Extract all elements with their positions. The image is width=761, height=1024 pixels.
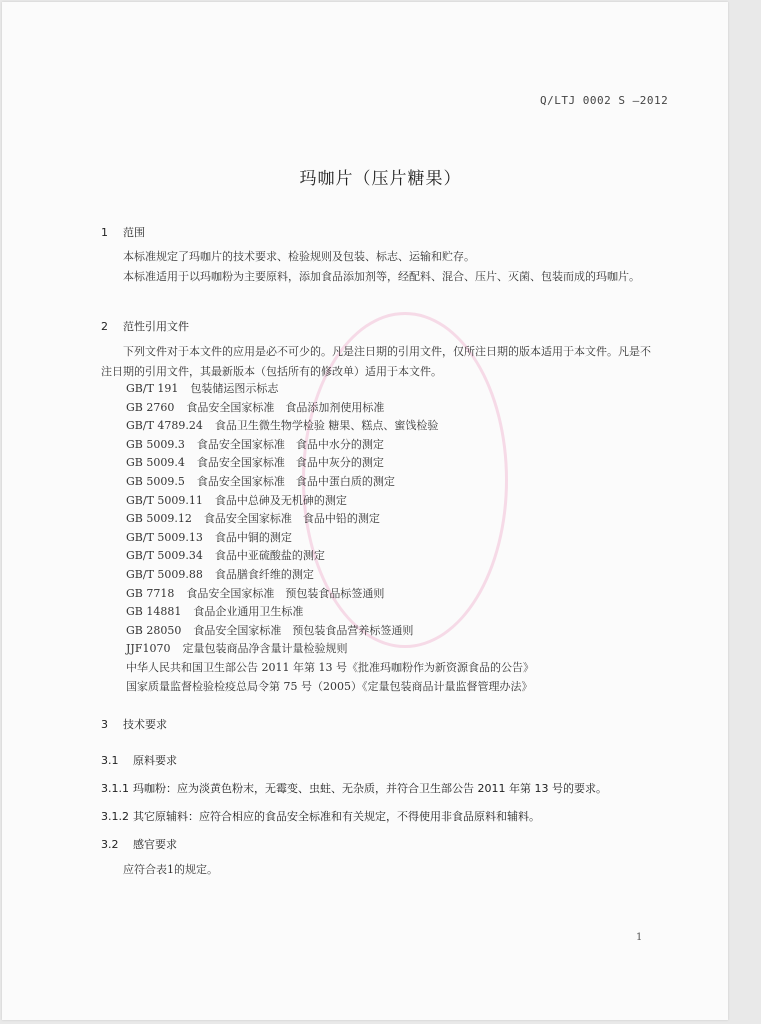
- reference-code: GB/T 5009.13: [126, 530, 203, 544]
- section-3-1-1: [101, 780, 607, 796]
- section-title: 范性引用文件: [123, 320, 189, 333]
- reference-code: GB 5009.4: [126, 456, 185, 470]
- reference-name: 食品安全国家标准 食品中蛋白质的测定: [196, 474, 395, 488]
- page-number: 1: [636, 932, 643, 943]
- section-title: 原料要求: [133, 754, 177, 767]
- reference-name: 食品安全国家标准 食品中水分的测定: [196, 437, 384, 451]
- section-2-heading: [101, 318, 189, 334]
- section-number: 1: [101, 226, 108, 239]
- reference-item: [126, 678, 534, 697]
- section-number: 3.1: [101, 754, 119, 767]
- reference-item: [126, 473, 534, 492]
- reference-item: [126, 659, 534, 678]
- section-number: 3.2: [101, 838, 119, 851]
- reference-item: [126, 622, 534, 641]
- section-3-2-text: 应符合表1的规定。: [123, 863, 218, 876]
- reference-name: 食品安全国家标准 食品添加剂使用标准: [186, 400, 385, 414]
- reference-code: JJF1070: [126, 642, 171, 656]
- section-3-heading: [101, 716, 167, 732]
- reference-item: [126, 640, 534, 659]
- reference-code: GB/T 5009.11: [126, 493, 203, 507]
- reference-name: 中华人民共和国卫生部公告 2011 年第 13 号《批准玛咖粉作为新资源食品的公告》: [126, 660, 534, 674]
- reference-name: 食品中亚硫酸盐的测定: [214, 549, 325, 563]
- reference-code: GB 5009.3: [126, 437, 185, 451]
- reference-code: GB 7718: [126, 586, 175, 600]
- section-3-1-heading: [101, 752, 177, 768]
- reference-name: 食品安全国家标准 预包装食品标签通则: [186, 586, 385, 600]
- reference-name: 食品中铜的测定: [214, 530, 292, 544]
- reference-item: [126, 399, 534, 418]
- section-number: 2: [101, 320, 108, 333]
- section-title: 技术要求: [123, 718, 167, 731]
- section-1-heading: [101, 224, 145, 240]
- reference-name: 国家质量监督检验检疫总局令第 75 号（2005）《定量包装商品计量监督管理办法》: [126, 679, 533, 693]
- reference-item: [126, 492, 534, 511]
- section-3-2-heading: [101, 836, 177, 852]
- reference-code: GB 14881: [126, 605, 182, 619]
- reference-code: GB/T 4789.24: [126, 419, 203, 433]
- reference-item: [126, 547, 534, 566]
- reference-name: 食品企业通用卫生标准: [193, 605, 304, 619]
- reference-name: 定量包装商品净含量计量检验规则: [182, 642, 348, 656]
- document-title: 玛咖片（压片糖果）: [299, 169, 462, 189]
- reference-item: [126, 436, 534, 455]
- reference-code: GB/T 5009.88: [126, 567, 203, 581]
- reference-name: 食品安全国家标准 食品中灰分的测定: [196, 456, 384, 470]
- section-number: 3.1.1: [101, 782, 129, 795]
- reference-name: 食品卫生微生物学检验 糖果、糕点、蜜饯检验: [214, 419, 439, 433]
- reference-name: 食品安全国家标准 食品中铅的测定: [203, 512, 380, 526]
- section-title: 范围: [123, 226, 145, 239]
- reference-code: GB 5009.12: [126, 512, 192, 526]
- reference-code: GB 28050: [126, 623, 182, 637]
- section-text: 其它原辅料：应符合相应的食品安全标准和有关规定，不得使用非食品原料和辅料。: [133, 810, 540, 823]
- reference-name: 包装储运图示标志: [190, 382, 279, 395]
- reference-code: GB/T 5009.34: [126, 549, 203, 563]
- reference-item: [126, 417, 534, 436]
- reference-item: [126, 529, 534, 548]
- reference-name: 食品膳食纤维的测定: [214, 567, 314, 581]
- reference-item: [126, 603, 534, 622]
- reference-item: [126, 380, 534, 399]
- reference-item: [126, 510, 534, 529]
- section-2-paragraph-1: 下列文件对于本文件的应用是必不可少的。凡是注日期的引用文件，仅所注日期的版本适用于本文件。凡是不注日期的引用文件，其最新版本（包括所有的修改单）适用于本文件。: [101, 345, 651, 378]
- section-number: 3: [101, 718, 108, 731]
- section-3-1-2: [101, 808, 540, 824]
- section-text: 玛咖粉：应为淡黄色粉末，无霉变、虫蛀、无杂质，并符合卫生部公告 2011 年第 13 号的要求。: [133, 782, 607, 795]
- reference-item: [126, 454, 534, 473]
- reference-name: 食品中总砷及无机砷的测定: [214, 493, 347, 507]
- reference-name: 食品安全国家标准 预包装食品营养标签通则: [193, 623, 414, 637]
- reference-code: GB/T 191: [126, 382, 179, 395]
- reference-code: GB 5009.5: [126, 474, 185, 488]
- section-1-paragraph-2: 本标准适用于以玛咖粉为主要原料，添加食品添加剂等，经配料、混合、压片、灭菌、包装而成的玛咖片。: [123, 270, 640, 283]
- reference-list: [126, 380, 534, 696]
- section-title: 感官要求: [133, 838, 177, 851]
- reference-item: [126, 585, 534, 604]
- document-code: Q/LTJ 0002 S —2012: [540, 94, 669, 107]
- reference-item: [126, 566, 534, 585]
- reference-code: GB 2760: [126, 400, 175, 414]
- section-1-paragraph-1: 本标准规定了玛咖片的技术要求、检验规则及包装、标志、运输和贮存。: [123, 250, 475, 263]
- section-number: 3.1.2: [101, 810, 129, 823]
